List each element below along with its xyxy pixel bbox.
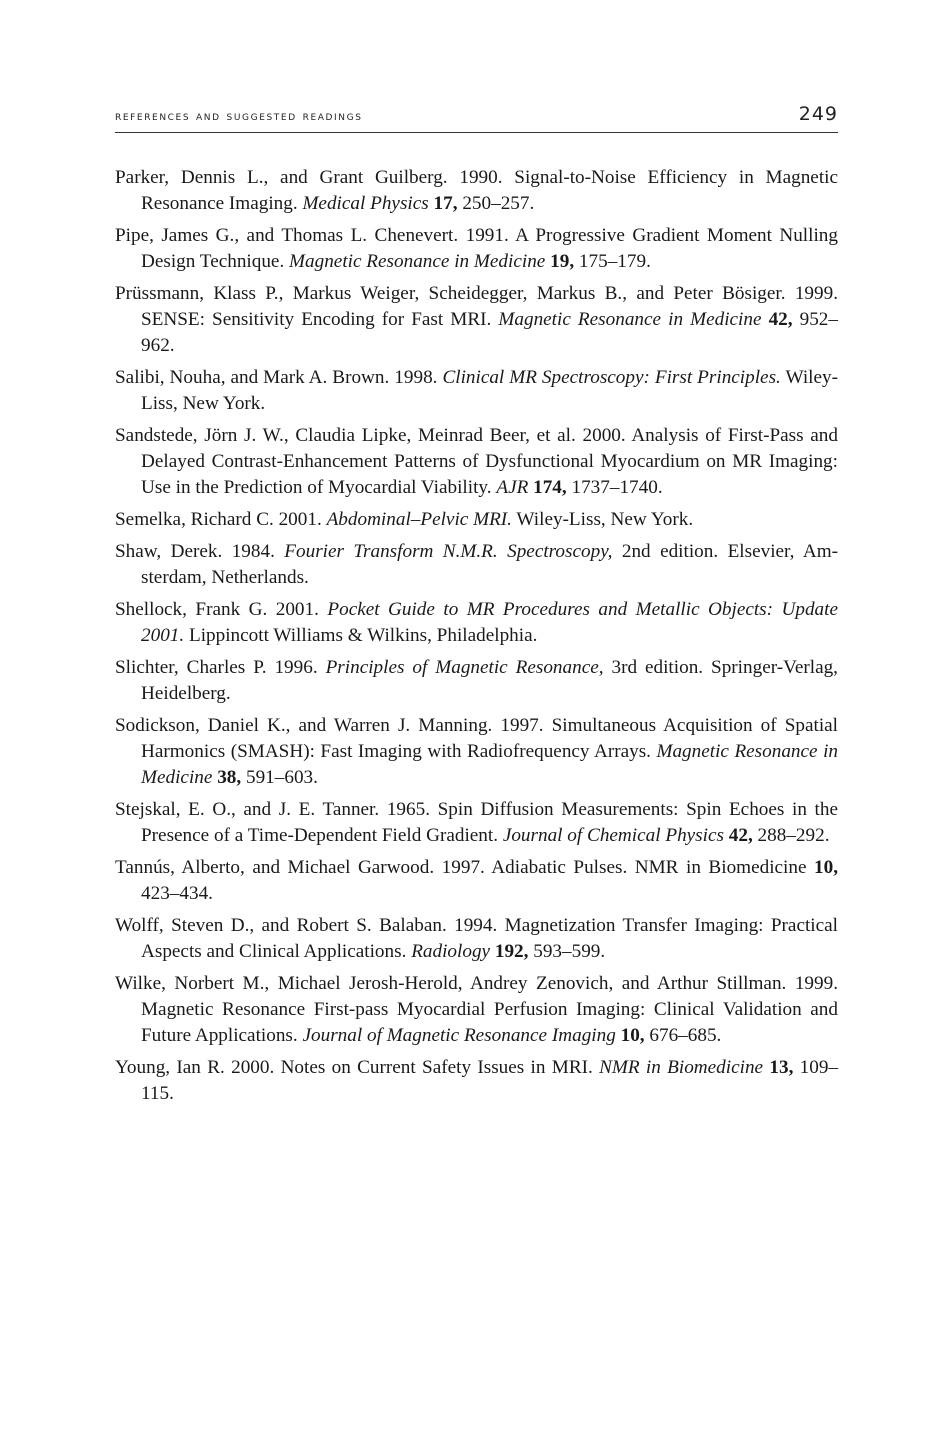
ref-source: Journal of Chemical Physics [502,825,724,846]
ref-source: Magnetic Resonance in Medicine [141,741,838,788]
reference-entry [115,165,838,217]
ref-pages: 175–179. [574,251,651,272]
ref-text: Wiley-Liss, New York. [511,509,694,530]
ref-volume: 17, [433,193,458,214]
ref-volume: 10, [814,857,838,878]
ref-text: Young, Ian R. 2000. Notes on Current Safety Issues in MRI. [115,1057,600,1078]
ref-pages: 288–292. [752,825,830,846]
ref-text: Shellock, Frank G. 2001. [115,599,328,620]
ref-volume: 42, [728,825,753,846]
ref-volume: 42, [768,309,793,330]
ref-text: Shaw, Derek. 1984. [115,541,285,562]
reference-list [115,165,838,1107]
ref-text: Parker, Dennis L., and Grant Guilberg. 1990. Signal-to-Noise Efficiency in Magnetic Resonance Imaging. [115,167,838,214]
ref-source: Pocket Guide to MR Procedures and Metallic Objects: Update 2001. [141,599,838,646]
ref-source: Abdominal–Pelvic MRI. [326,509,512,530]
ref-text: Salibi, Nouha, and Mark A. Brown. 1998. [115,367,443,388]
ref-source: Magnetic Resonance in Medicine [289,251,546,272]
ref-text: Sandstede, Jörn J. W., Claudia Lipke, Meinrad Beer, et al. 2000. Analysis of First-Pass and Delayed Contrast-Enhancement Patterns of Dysfunctional Myocardium on MR Imaging: Use in the Prediction of Myocardial Viability. [115,425,838,498]
reference-entry [115,855,838,907]
running-title: references and suggested readings [115,107,363,124]
reference-entry [115,913,838,965]
ref-text: Wiley-Liss, New York. [141,367,838,414]
reference-entry [115,713,838,791]
ref-source: Principles of Magnetic Resonance, [325,657,604,678]
ref-source: Fourier Transform N.M.R. Spectroscopy, [284,541,613,562]
ref-source: NMR in Biomedicine [599,1057,764,1078]
ref-source: AJR [496,477,529,498]
ref-source: Journal of Magnetic Resonance Imaging [302,1025,616,1046]
ref-pages: 593–599. [528,941,606,962]
ref-text: 2nd edition. Elsevier, Amsterdam, Netherlands. [141,541,839,588]
ref-source: Medical Physics [302,193,429,214]
ref-volume: 192, [494,941,529,962]
reference-entry [115,655,838,707]
reference-entry [115,223,838,275]
ref-text: Pipe, James G., and Thomas L. Chenevert. 1991. A Progressive Gradient Moment Nulling Design Technique. [115,225,838,272]
reference-entry [115,971,838,1049]
page-number: 249 [798,103,838,125]
ref-text: Prüssmann, Klass P., Markus Weiger, Scheidegger, Markus B., and Peter Bösiger. 1999. SENSE: Sensitivity Encoding for Fast MRI. [115,283,838,330]
ref-pages: 952–962. [141,309,838,356]
ref-pages: 423–434. [141,883,213,904]
ref-text: Stejskal, E. O., and J. E. Tanner. 1965. Spin Diffusion Measurements: Spin Echoes in the Presence of a Time-Dependent Field Gradient. [115,799,838,846]
ref-pages: 250–257. [457,193,535,214]
ref-text: Lippincott Williams & Wilkins, Philadelphia. [184,625,538,646]
reference-entry [115,507,838,533]
ref-volume: 174, [533,477,567,498]
document-page [115,98,838,1113]
reference-entry [115,281,838,359]
ref-pages: 109–115. [141,1057,839,1104]
reference-entry [115,365,838,417]
reference-entry [115,1055,838,1107]
reference-entry [115,539,838,591]
ref-volume: 13, [769,1057,794,1078]
ref-volume: 38, [217,767,242,788]
ref-text: Semelka, Richard C. 2001. [115,509,327,530]
reference-entry [115,597,838,649]
ref-text: 3rd edition. Springer-Verlag, Heidelberg. [141,657,838,704]
ref-text: Tannús, Alberto, and Michael Garwood. 1997. Adiabatic Pulses. NMR in Biomedicine [115,857,815,878]
ref-text: Wolff, Steven D., and Robert S. Balaban. 1994. Magnetization Transfer Imaging: Practical Aspects and Clinical Applications. [115,915,838,962]
ref-text: Sodickson, Daniel K., and Warren J. Manning. 1997. Simultaneous Acquisition of Spatial Harmonics (SMASH): Fast Imaging with Radiofrequency Arrays. [115,715,838,762]
ref-volume: 19, [550,251,575,272]
ref-source: Radiology [411,941,491,962]
ref-text: Wilke, Norbert M., Michael Jerosh-Herold, Andrey Zenovich, and Arthur Stillman. 1999. Magnetic Resonance First-pass Myocardial Perfusion Imaging: Clinical Validation and Future Applications. [115,973,838,1046]
ref-source: Magnetic Resonance in Medicine [498,309,762,330]
ref-volume: 10, [620,1025,645,1046]
ref-text [761,309,768,330]
ref-pages: 591–603. [241,767,318,788]
ref-pages: 676–685. [644,1025,722,1046]
ref-source: Clinical MR Spectroscopy: First Principles. [442,367,781,388]
reference-entry [115,423,838,501]
ref-pages: 1737–1740. [566,477,663,498]
running-header [115,98,838,133]
ref-text: Slichter, Charles P. 1996. [115,657,326,678]
reference-entry [115,797,838,849]
